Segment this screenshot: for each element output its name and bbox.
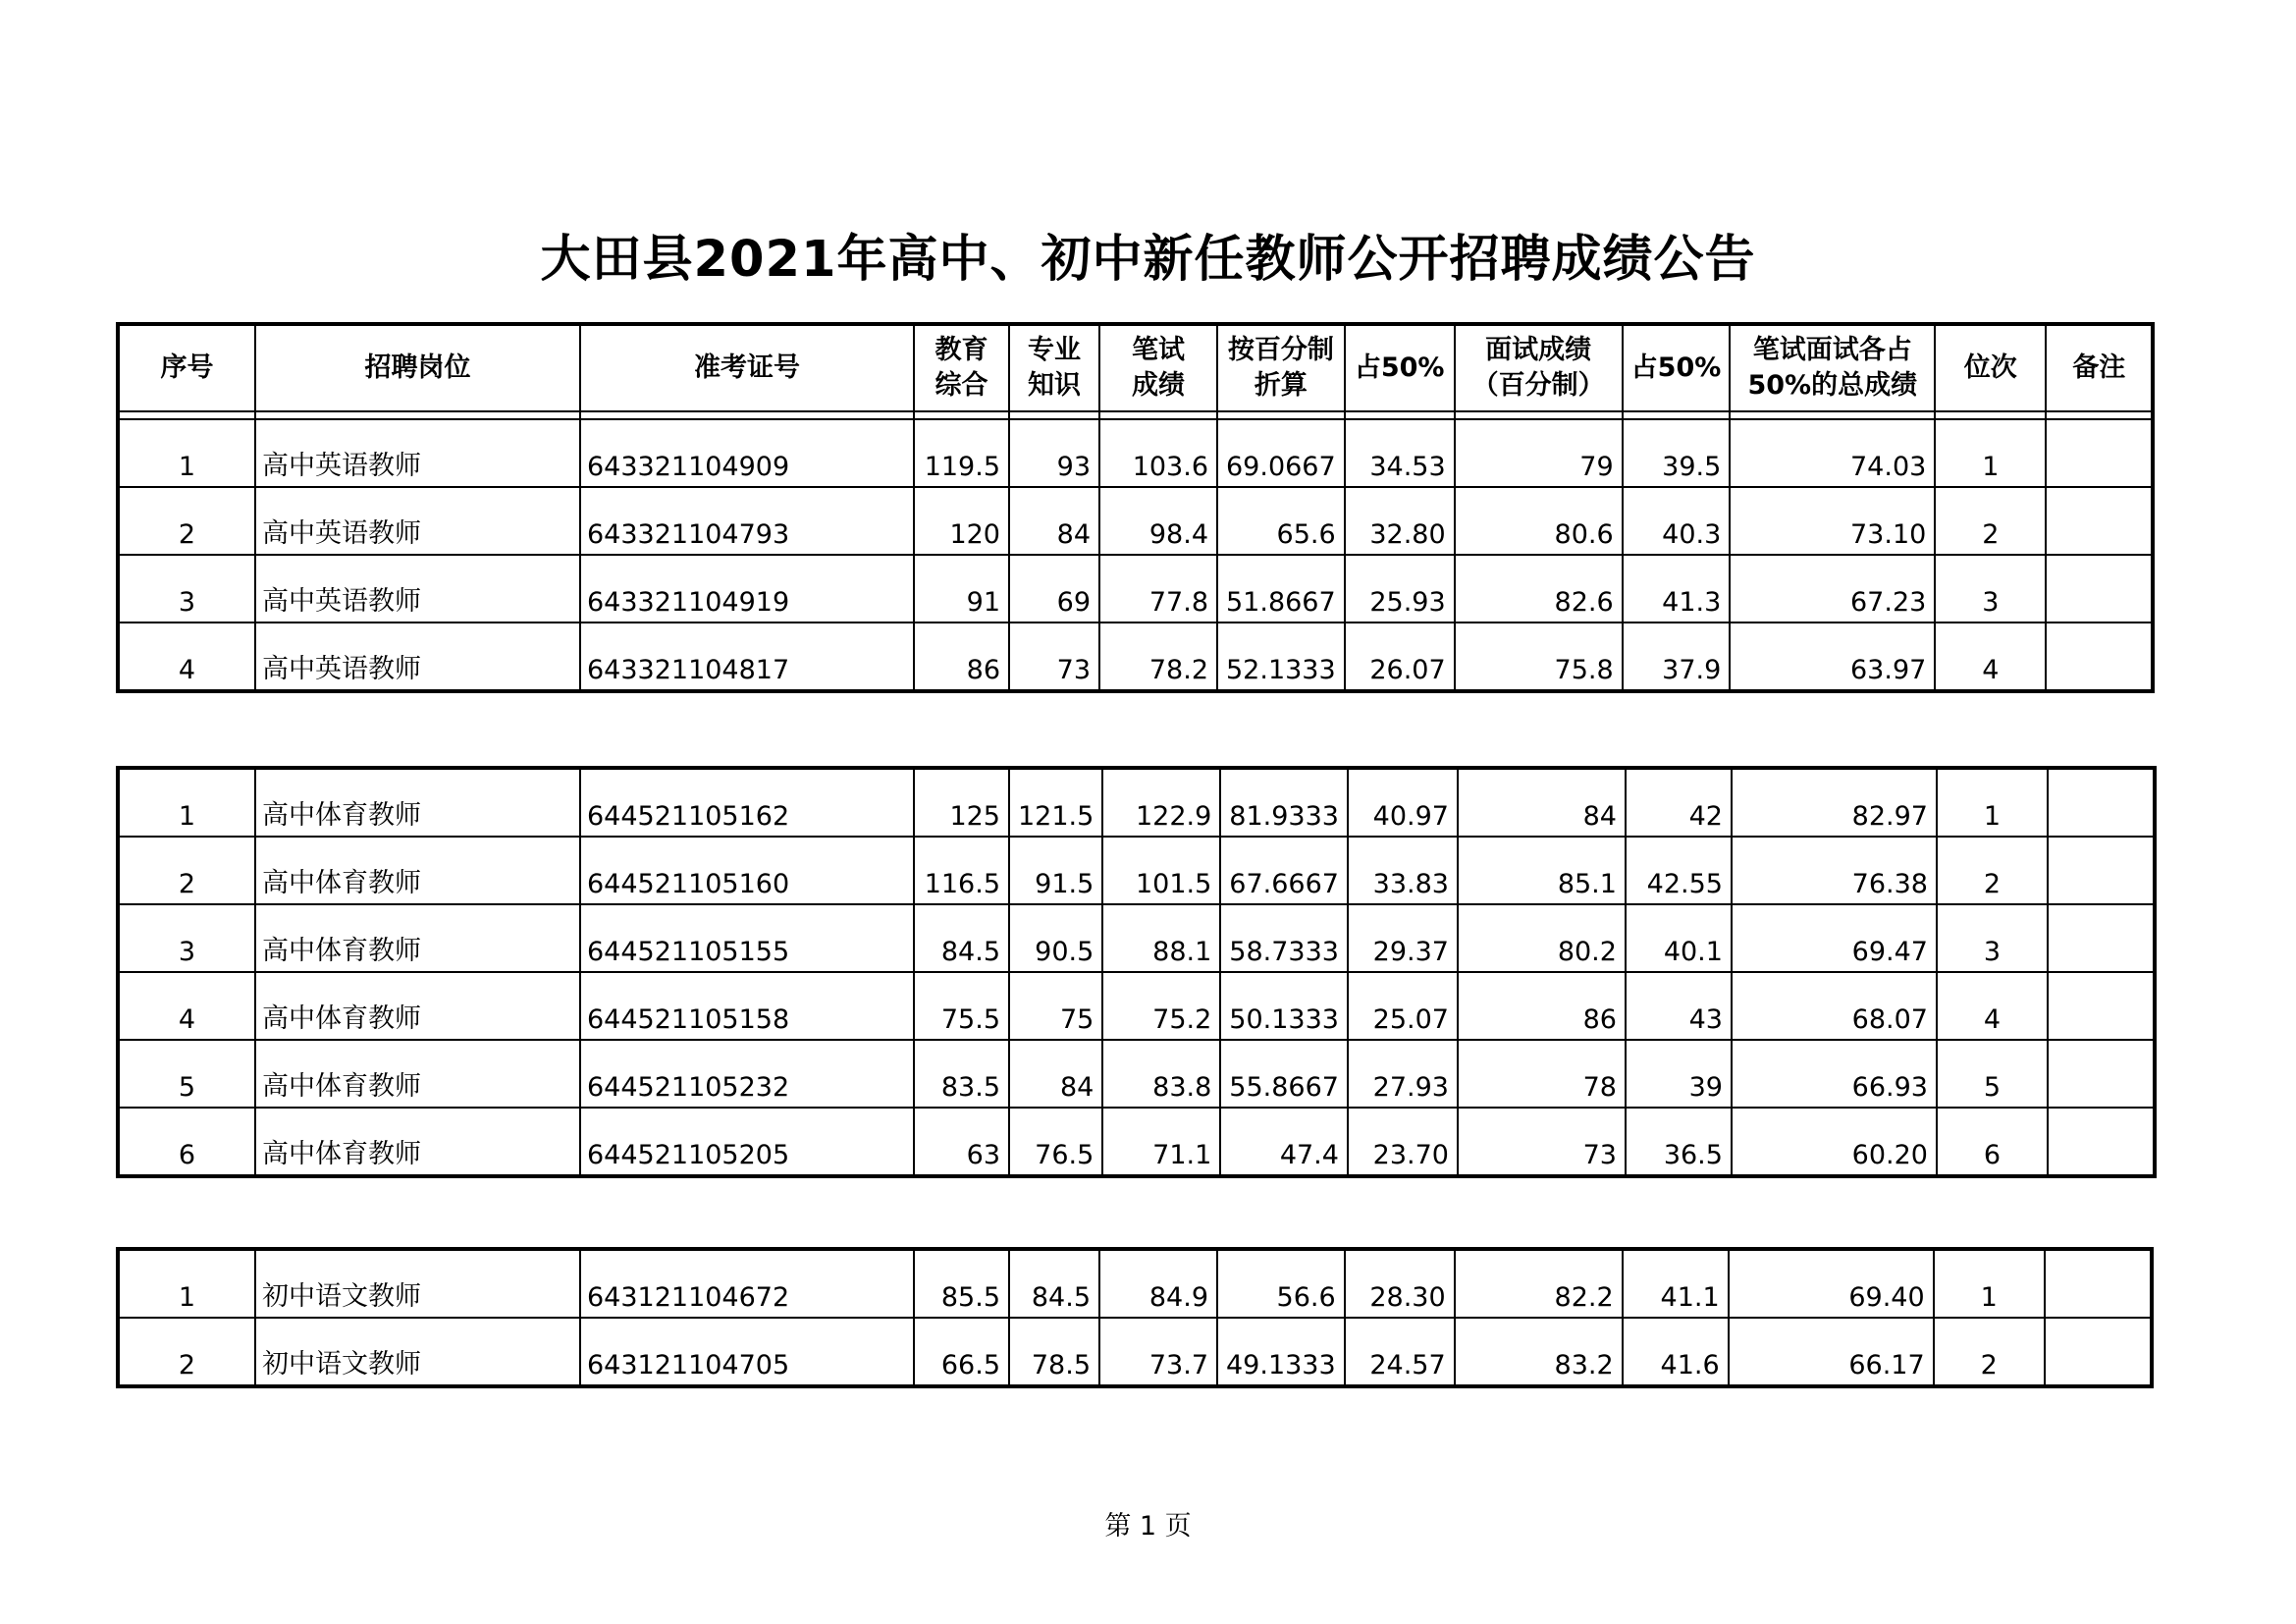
header-exam-id: 准考证号 <box>580 324 914 411</box>
table-row <box>118 972 2155 1040</box>
header-pct: 按百分制 折算 <box>1217 324 1345 411</box>
cell-rank: 3 <box>1937 904 2048 972</box>
cell-written: 83.8 <box>1102 1040 1220 1108</box>
cell-edu: 120 <box>914 487 1009 555</box>
cell-edu: 85.5 <box>914 1249 1009 1318</box>
cell-written: 84.9 <box>1099 1249 1217 1318</box>
cell-prof: 73 <box>1009 623 1099 691</box>
cell-interview: 78 <box>1458 1040 1626 1108</box>
cell-post: 高中英语教师 <box>255 623 580 691</box>
header-edu: 教育 综合 <box>914 324 1009 411</box>
cell-edu: 84.5 <box>914 904 1009 972</box>
cell-share1: 33.83 <box>1348 837 1458 904</box>
cell-post: 初中语文教师 <box>255 1249 580 1318</box>
cell-total: 60.20 <box>1732 1108 1937 1176</box>
cell-seq: 1 <box>118 419 255 487</box>
cell-seq: 3 <box>118 555 255 623</box>
cell-written: 71.1 <box>1102 1108 1220 1176</box>
cell-share2: 40.1 <box>1626 904 1732 972</box>
cell-written: 75.2 <box>1102 972 1220 1040</box>
cell-post: 高中英语教师 <box>255 419 580 487</box>
cell-prof: 75 <box>1009 972 1102 1040</box>
table-row <box>118 1108 2155 1176</box>
cell-exam-id: 644521105158 <box>580 972 914 1040</box>
cell-edu: 86 <box>914 623 1009 691</box>
cell-share2: 39 <box>1626 1040 1732 1108</box>
table-row <box>118 904 2155 972</box>
cell-exam-id: 643321104793 <box>580 487 914 555</box>
cell-share1: 25.93 <box>1345 555 1455 623</box>
cell-pct: 52.1333 <box>1217 623 1345 691</box>
cell-rank: 2 <box>1935 487 2046 555</box>
cell-written: 103.6 <box>1099 419 1217 487</box>
cell-seq: 1 <box>118 1249 255 1318</box>
cell-exam-id: 643321104909 <box>580 419 914 487</box>
cell-total: 66.17 <box>1729 1318 1934 1386</box>
cell-seq: 2 <box>118 1318 255 1386</box>
cell-exam-id: 643121104705 <box>580 1318 914 1386</box>
cell-total: 73.10 <box>1730 487 1935 555</box>
cell-pct: 65.6 <box>1217 487 1345 555</box>
cell-prof: 93 <box>1009 419 1099 487</box>
cell-prof: 76.5 <box>1009 1108 1102 1176</box>
cell-share2: 41.3 <box>1623 555 1731 623</box>
cell-note <box>2048 1108 2155 1176</box>
header-share1: 占50% <box>1345 324 1455 411</box>
cell-rank: 4 <box>1937 972 2048 1040</box>
cell-seq: 4 <box>118 623 255 691</box>
cell-rank: 1 <box>1937 768 2048 837</box>
cell-seq: 1 <box>118 768 255 837</box>
cell-seq: 5 <box>118 1040 255 1108</box>
cell-exam-id: 643321104817 <box>580 623 914 691</box>
cell-written: 78.2 <box>1099 623 1217 691</box>
cell-interview: 86 <box>1458 972 1626 1040</box>
cell-post: 高中英语教师 <box>255 555 580 623</box>
cell-share1: 40.97 <box>1348 768 1458 837</box>
cell-pct: 51.8667 <box>1217 555 1345 623</box>
cell-total: 63.97 <box>1730 623 1935 691</box>
page-footer: 第 1 页 <box>1104 1511 1192 1542</box>
cell-edu: 119.5 <box>914 419 1009 487</box>
cell-share1: 26.07 <box>1345 623 1455 691</box>
cell-interview: 82.6 <box>1455 555 1623 623</box>
header-share2: 占50% <box>1623 324 1731 411</box>
cell-pct: 58.7333 <box>1220 904 1348 972</box>
cell-total: 69.47 <box>1732 904 1937 972</box>
cell-note <box>2048 904 2155 972</box>
cell-share2: 42.55 <box>1626 837 1732 904</box>
table-row <box>118 837 2155 904</box>
table-row <box>118 623 2153 691</box>
cell-edu: 83.5 <box>914 1040 1009 1108</box>
cell-pct: 69.0667 <box>1217 419 1345 487</box>
cell-prof: 91.5 <box>1009 837 1102 904</box>
table-row <box>118 768 2155 837</box>
cell-prof: 90.5 <box>1009 904 1102 972</box>
cell-prof: 84 <box>1009 1040 1102 1108</box>
cell-pct: 81.9333 <box>1220 768 1348 837</box>
table-header-row <box>118 324 2153 411</box>
spacer-row <box>118 411 2153 419</box>
score-table-high-school-english <box>116 322 2155 693</box>
cell-rank: 4 <box>1935 623 2046 691</box>
table-row <box>118 487 2153 555</box>
cell-share2: 43 <box>1626 972 1732 1040</box>
score-table-high-school-pe <box>116 766 2157 1178</box>
cell-note <box>2048 1040 2155 1108</box>
cell-rank: 1 <box>1935 419 2046 487</box>
cell-share2: 42 <box>1626 768 1732 837</box>
cell-share2: 40.3 <box>1623 487 1731 555</box>
cell-post: 高中体育教师 <box>255 837 580 904</box>
score-table-middle-school-chinese <box>116 1247 2154 1388</box>
header-rank: 位次 <box>1935 324 2046 411</box>
header-interview: 面试成绩 （百分制） <box>1455 324 1623 411</box>
cell-interview: 80.6 <box>1455 487 1623 555</box>
cell-exam-id: 644521105155 <box>580 904 914 972</box>
cell-interview: 80.2 <box>1458 904 1626 972</box>
cell-rank: 3 <box>1935 555 2046 623</box>
cell-total: 67.23 <box>1730 555 1935 623</box>
cell-pct: 47.4 <box>1220 1108 1348 1176</box>
header-post: 招聘岗位 <box>255 324 580 411</box>
cell-interview: 83.2 <box>1455 1318 1623 1386</box>
cell-seq: 6 <box>118 1108 255 1176</box>
cell-total: 69.40 <box>1729 1249 1934 1318</box>
cell-note <box>2048 837 2155 904</box>
cell-seq: 4 <box>118 972 255 1040</box>
cell-exam-id: 644521105162 <box>580 768 914 837</box>
cell-total: 74.03 <box>1730 419 1935 487</box>
cell-share1: 32.80 <box>1345 487 1455 555</box>
cell-share2: 41.6 <box>1623 1318 1729 1386</box>
cell-written: 77.8 <box>1099 555 1217 623</box>
cell-note <box>2046 487 2153 555</box>
cell-interview: 75.8 <box>1455 623 1623 691</box>
cell-total: 82.97 <box>1732 768 1937 837</box>
cell-written: 88.1 <box>1102 904 1220 972</box>
header-note: 备注 <box>2046 324 2153 411</box>
cell-share1: 28.30 <box>1345 1249 1455 1318</box>
cell-share1: 34.53 <box>1345 419 1455 487</box>
cell-note <box>2048 972 2155 1040</box>
cell-seq: 2 <box>118 487 255 555</box>
cell-post: 高中体育教师 <box>255 768 580 837</box>
cell-rank: 5 <box>1937 1040 2048 1108</box>
cell-post: 高中英语教师 <box>255 487 580 555</box>
header-seq: 序号 <box>118 324 255 411</box>
cell-pct: 50.1333 <box>1220 972 1348 1040</box>
header-total: 笔试面试各占 50%的总成绩 <box>1730 324 1935 411</box>
cell-exam-id: 644521105232 <box>580 1040 914 1108</box>
cell-share2: 37.9 <box>1623 623 1731 691</box>
cell-rank: 6 <box>1937 1108 2048 1176</box>
cell-prof: 84 <box>1009 487 1099 555</box>
cell-rank: 2 <box>1934 1318 2045 1386</box>
cell-post: 高中体育教师 <box>255 1108 580 1176</box>
cell-share2: 39.5 <box>1623 419 1731 487</box>
cell-share1: 25.07 <box>1348 972 1458 1040</box>
cell-edu: 75.5 <box>914 972 1009 1040</box>
cell-edu: 63 <box>914 1108 1009 1176</box>
cell-interview: 84 <box>1458 768 1626 837</box>
cell-exam-id: 643321104919 <box>580 555 914 623</box>
table-row <box>118 1249 2152 1318</box>
cell-edu: 66.5 <box>914 1318 1009 1386</box>
cell-share1: 23.70 <box>1348 1108 1458 1176</box>
cell-prof: 78.5 <box>1009 1318 1099 1386</box>
cell-exam-id: 643121104672 <box>580 1249 914 1318</box>
cell-exam-id: 644521105160 <box>580 837 914 904</box>
cell-total: 68.07 <box>1732 972 1937 1040</box>
cell-interview: 73 <box>1458 1108 1626 1176</box>
cell-rank: 2 <box>1937 837 2048 904</box>
cell-edu: 116.5 <box>914 837 1009 904</box>
cell-share1: 27.93 <box>1348 1040 1458 1108</box>
cell-total: 66.93 <box>1732 1040 1937 1108</box>
cell-total: 76.38 <box>1732 837 1937 904</box>
cell-pct: 67.6667 <box>1220 837 1348 904</box>
cell-written: 98.4 <box>1099 487 1217 555</box>
cell-share2: 36.5 <box>1626 1108 1732 1176</box>
cell-note <box>2046 419 2153 487</box>
table-row <box>118 1318 2152 1386</box>
cell-post: 高中体育教师 <box>255 972 580 1040</box>
table-row <box>118 555 2153 623</box>
cell-prof: 69 <box>1009 555 1099 623</box>
cell-prof: 84.5 <box>1009 1249 1099 1318</box>
page-title: 大田县2021年高中、初中新任教师公开招聘成绩公告 <box>540 231 1756 289</box>
cell-note <box>2048 768 2155 837</box>
cell-post: 初中语文教师 <box>255 1318 580 1386</box>
cell-interview: 85.1 <box>1458 837 1626 904</box>
cell-note <box>2045 1249 2152 1318</box>
cell-pct: 56.6 <box>1217 1249 1345 1318</box>
header-prof: 专业 知识 <box>1009 324 1099 411</box>
header-written: 笔试 成绩 <box>1099 324 1217 411</box>
cell-pct: 55.8667 <box>1220 1040 1348 1108</box>
cell-share2: 41.1 <box>1623 1249 1729 1318</box>
cell-post: 高中体育教师 <box>255 1040 580 1108</box>
cell-share1: 29.37 <box>1348 904 1458 972</box>
cell-interview: 79 <box>1455 419 1623 487</box>
cell-prof: 121.5 <box>1009 768 1102 837</box>
cell-written: 122.9 <box>1102 768 1220 837</box>
cell-written: 73.7 <box>1099 1318 1217 1386</box>
cell-pct: 49.1333 <box>1217 1318 1345 1386</box>
cell-seq: 2 <box>118 837 255 904</box>
cell-note <box>2046 555 2153 623</box>
cell-share1: 24.57 <box>1345 1318 1455 1386</box>
cell-interview: 82.2 <box>1455 1249 1623 1318</box>
cell-exam-id: 644521105205 <box>580 1108 914 1176</box>
cell-post: 高中体育教师 <box>255 904 580 972</box>
cell-rank: 1 <box>1934 1249 2045 1318</box>
cell-note <box>2045 1318 2152 1386</box>
cell-edu: 125 <box>914 768 1009 837</box>
cell-note <box>2046 623 2153 691</box>
table-row <box>118 1040 2155 1108</box>
cell-seq: 3 <box>118 904 255 972</box>
table-row <box>118 419 2153 487</box>
cell-edu: 91 <box>914 555 1009 623</box>
cell-written: 101.5 <box>1102 837 1220 904</box>
